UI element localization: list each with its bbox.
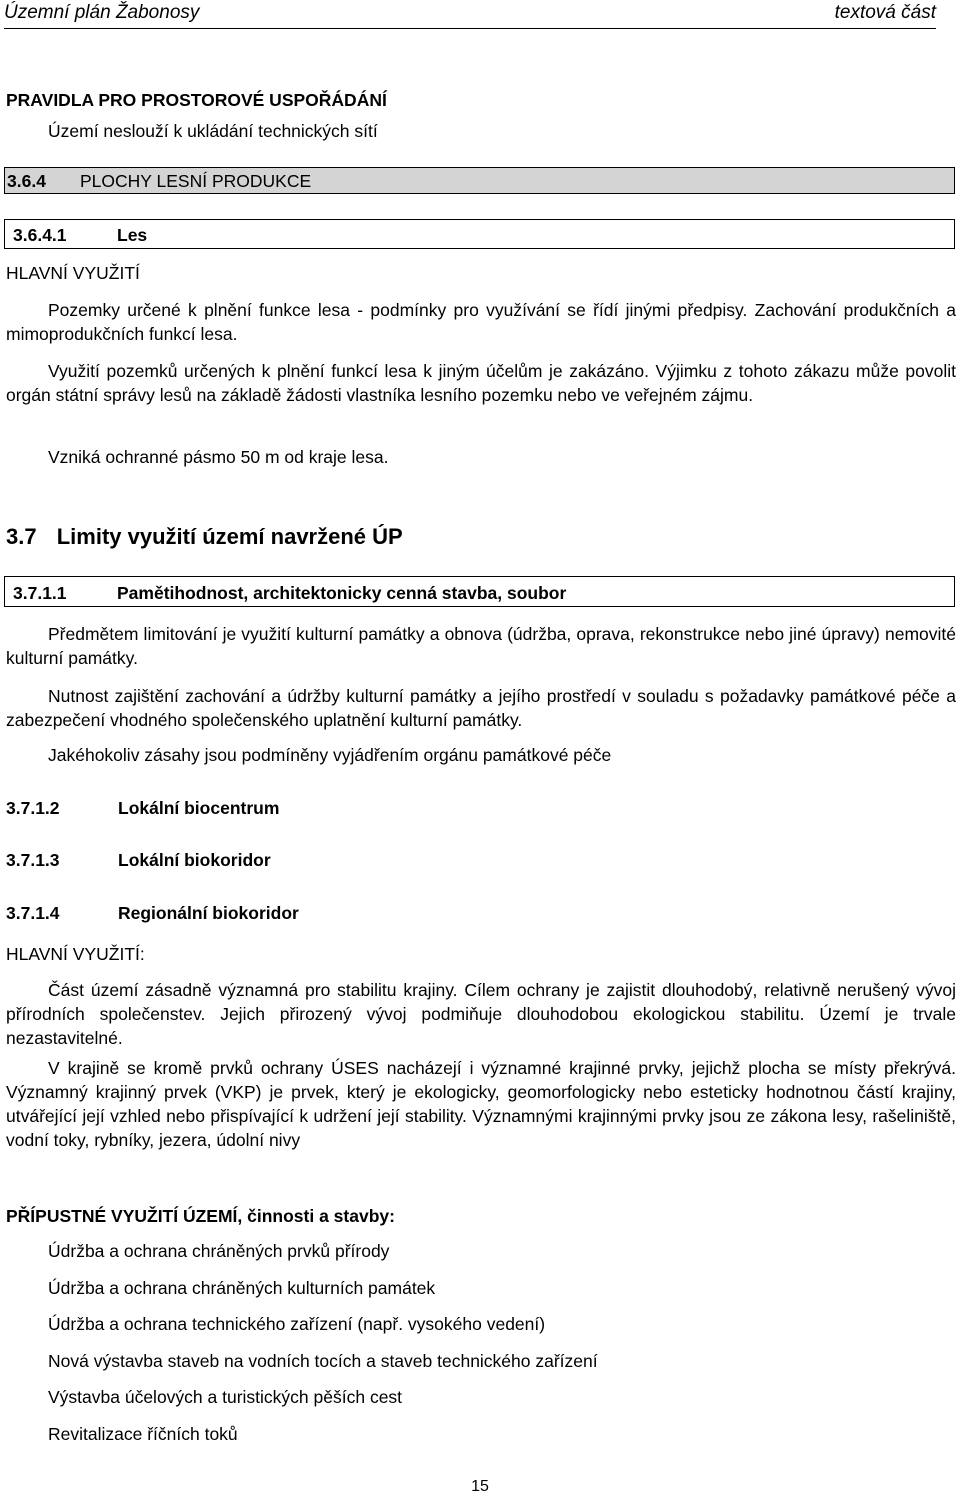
section-3-6-4-1-header [4, 219, 955, 249]
section-3-7-1-1-header [4, 576, 955, 607]
page-number: 15 [471, 1478, 489, 1495]
section-number: 3.6.4.1 [13, 225, 67, 245]
section-title: PLOCHY LESNÍ PRODUKCE [80, 171, 312, 191]
permitted-item: Údržba a ochrana chráněných prvků přírody [48, 1241, 390, 1261]
les-paragraph-2: Využití pozemků určených k plnění funkcí lesa k jiným účelům je zakázáno. Výjimku z tohoto zákazu může povolit orgán státní správy lesů na základě žádosti vlastníka lesního pozemku nebo ve veřejném zájmu. [6, 361, 956, 405]
permitted-item: Nová výstavba staveb na vodních tocích a staveb technického zařízení [48, 1351, 598, 1371]
section-number: 3.7.1.2 [6, 798, 60, 818]
permitted-item: Údržba a ochrana chráněných kulturních památek [48, 1278, 436, 1298]
regional-heading: HLAVNÍ VYUŽITÍ: [6, 944, 145, 964]
section-title: Pamětihodnost, architektonicky cenná stavba, soubor [117, 583, 567, 603]
intro-text: Území neslouží k ukládání technických sítí [48, 121, 378, 141]
les-paragraph-3: Vzniká ochranné pásmo 50 m od kraje lesa. [48, 447, 389, 467]
monument-paragraph-3: Jakéhokoliv zásahy jsou podmíněny vyjádřením orgánu památkové péče [48, 745, 612, 765]
regional-paragraph-2: V krajině se kromě prvků ochrany ÚSES nacházejí i významné krajinné prvky, jejichž plocha se místy překrývá. Významný krajinný prvek (VKP) je prvek, který je ekologicky, geomorfologicky nebo esteticky hodnotnou částí krajiny, utvářející její vzhled nebo přispívající k udržení její stability. Významnými krajinnými prvky jsou ze zákona lesy, rašeliniště, vodní toky, rybníky, jezera, údolní nivy [6, 1058, 956, 1150]
monument-paragraph-2: Nutnost zajištění zachování a údržby kulturní památky a jejího prostředí v souladu s požadavky památkové péče a zabezpečení vhodného společenského uplatnění kulturní památky. [6, 686, 956, 730]
header-title: Územní plán Žabonosy [4, 2, 200, 23]
section-title: Lokální biokoridor [118, 850, 271, 870]
section-title: Regionální biokoridor [118, 903, 299, 923]
permitted-item: Revitalizace říčních toků [48, 1424, 238, 1444]
section-number: 3.7.1.4 [6, 903, 60, 923]
regional-paragraph-1: Část území zásadně významná pro stabilitu krajiny. Cílem ochrany je zajistit dlouhodobý, relativně nerušený vývoj přírodních společenstev. Jejich přirozený vývoj podmiňuje dlouhodobou ekologickou stabilitu. Území je trvale nezastavitelné. [6, 980, 956, 1048]
permitted-item: Údržba a ochrana technického zařízení (např. vysokého vedení) [48, 1314, 546, 1334]
page-header [4, 0, 936, 29]
intro-heading: PRAVIDLA PRO PROSTOROVÉ USPOŘÁDÁNÍ [6, 90, 387, 110]
permitted-item: Výstavba účelových a turistických pěších cest [48, 1387, 403, 1407]
permitted-heading: PŘÍPUSTNÉ VYUŽITÍ ÚZEMÍ, činnosti a stavby: [6, 1206, 395, 1226]
section-number: 3.7 [6, 524, 37, 549]
section-number: 3.7.1.1 [13, 583, 67, 603]
les-heading: HLAVNÍ VYUŽITÍ [6, 263, 140, 283]
section-number: 3.6.4 [7, 171, 46, 191]
monument-paragraph-1: Předmětem limitování je využití kulturní památky a obnova (údržba, oprava, rekonstrukce nebo jiné úpravy) nemovité kulturní památky. [6, 624, 956, 668]
header-section: textová část [834, 2, 936, 23]
section-3-7-heading [6, 524, 403, 550]
section-title: Limity využití území navržené ÚP [56, 524, 403, 549]
les-paragraph-1: Pozemky určené k plnění funkce lesa - podmínky pro využívání se řídí jinými předpisy. Zachování produkčních a mimoprodukčních funkcí lesa. [6, 300, 956, 344]
section-number: 3.7.1.3 [6, 850, 60, 870]
section-title: Les [117, 225, 148, 245]
section-3-6-4-header [4, 167, 955, 194]
section-title: Lokální biocentrum [118, 798, 280, 818]
